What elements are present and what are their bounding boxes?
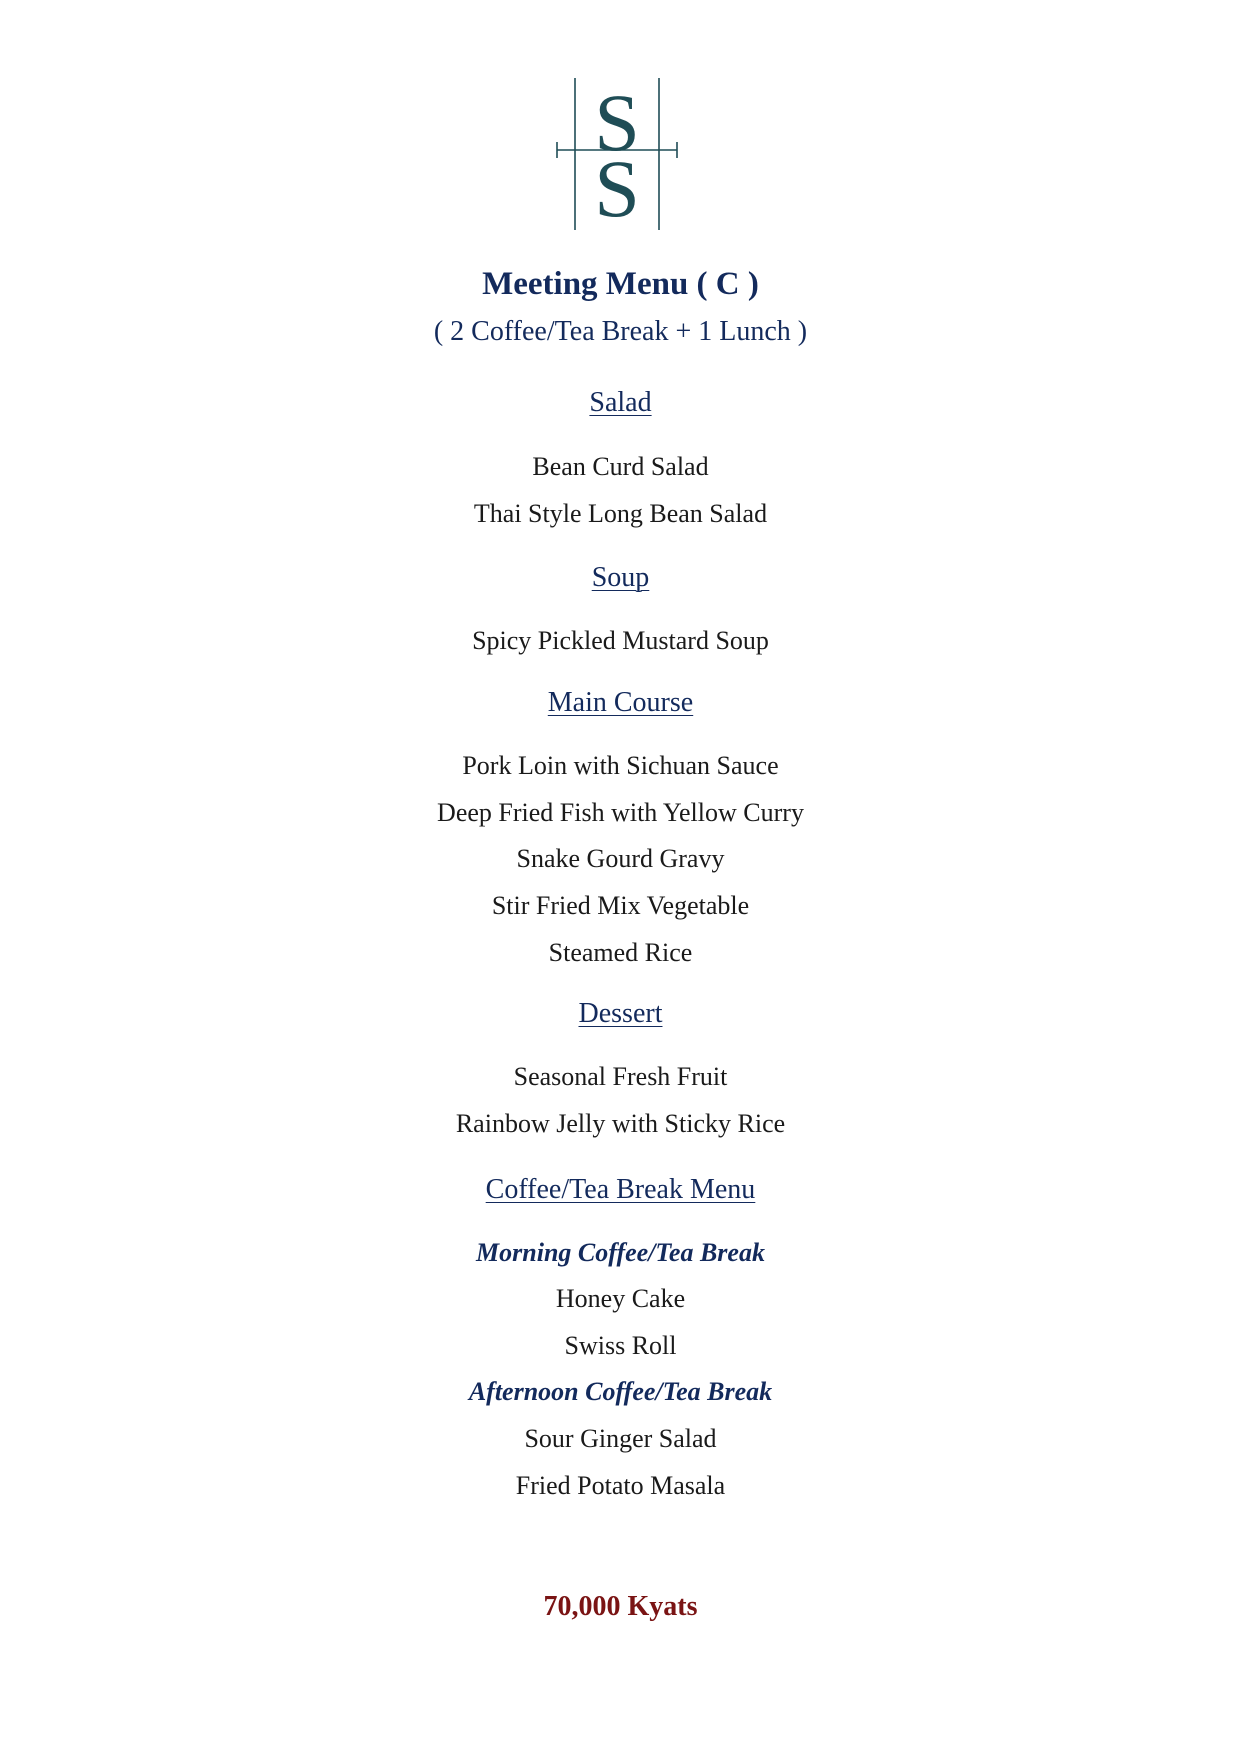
menu-item: Steamed Rice	[548, 938, 693, 967]
subheading-morning-break: Morning Coffee/Tea Break	[476, 1238, 765, 1267]
subheading-afternoon-break: Afternoon Coffee/Tea Break	[468, 1377, 773, 1406]
section-heading-soup: Soup	[591, 562, 650, 593]
menu-item: Honey Cake	[555, 1284, 686, 1313]
monogram-logo-icon	[555, 76, 683, 232]
section-heading-coffee-tea-break: Coffee/Tea Break Menu	[485, 1174, 756, 1205]
svg-text:S: S	[594, 77, 640, 168]
menu-item: Stir Fried Mix Vegetable	[491, 891, 750, 920]
price-label: 70,000 Kyats	[543, 1591, 698, 1622]
menu-item: Deep Fried Fish with Yellow Curry	[437, 798, 804, 827]
menu-item: Rainbow Jelly with Sticky Rice	[455, 1109, 786, 1138]
menu-item: Seasonal Fresh Fruit	[513, 1062, 728, 1091]
menu-item: Bean Curd Salad	[532, 452, 709, 481]
section-heading-main-course: Main Course	[547, 687, 694, 718]
menu-item: Fried Potato Masala	[515, 1471, 726, 1500]
svg-text:S: S	[594, 143, 640, 232]
menu-item: Swiss Roll	[564, 1331, 677, 1360]
menu-item: Thai Style Long Bean Salad	[473, 499, 768, 528]
menu-item: Spicy Pickled Mustard Soup	[472, 626, 769, 655]
menu-item: Pork Loin with Sichuan Sauce	[462, 751, 779, 780]
menu-title: Meeting Menu ( C )	[482, 266, 759, 302]
section-heading-salad: Salad	[589, 387, 652, 418]
menu-item: Snake Gourd Gravy	[516, 844, 725, 873]
menu-item: Sour Ginger Salad	[524, 1424, 717, 1453]
menu-subtitle: ( 2 Coffee/Tea Break + 1 Lunch )	[433, 316, 808, 347]
section-heading-dessert: Dessert	[578, 998, 663, 1029]
